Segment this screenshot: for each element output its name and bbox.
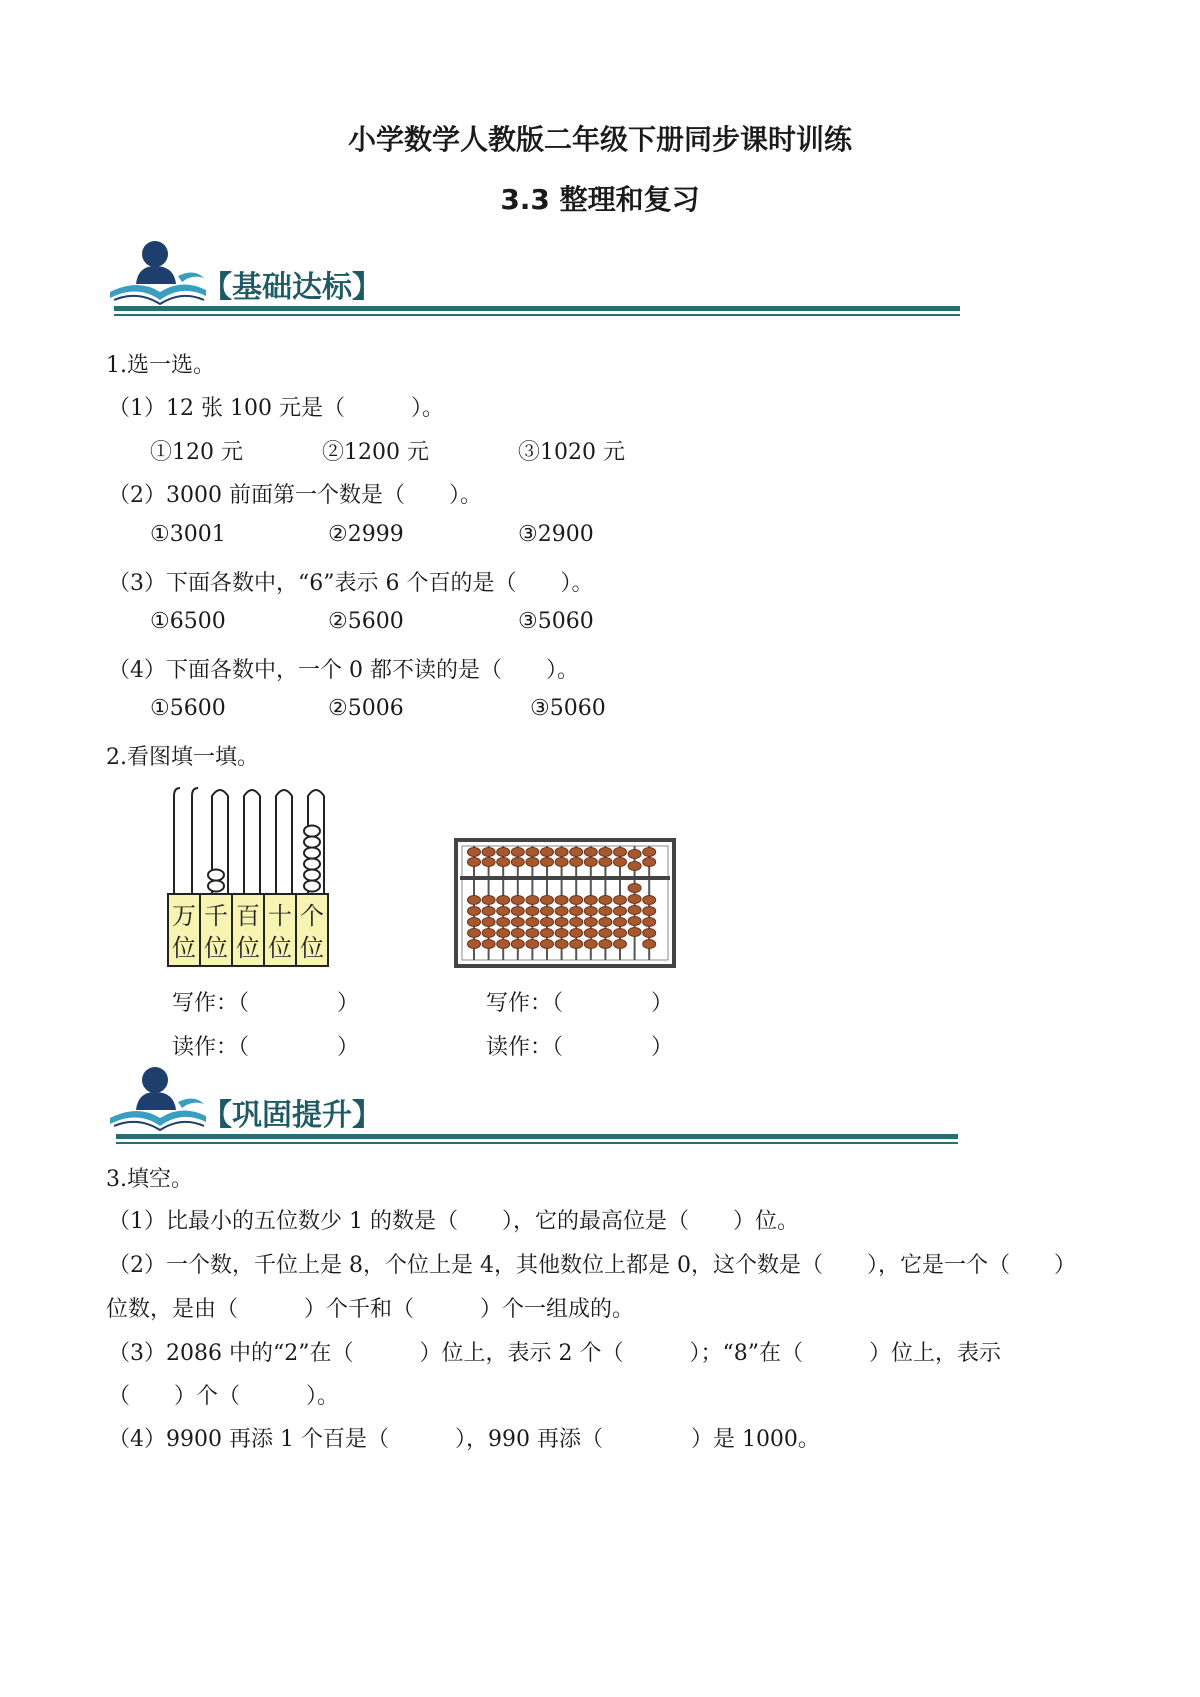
abacus-label: 位	[204, 934, 228, 962]
abacus-bead	[643, 858, 656, 867]
abacus-bead	[555, 896, 568, 905]
abacus-bead	[541, 896, 554, 905]
abacus-bead	[468, 907, 481, 916]
abacus-bead	[570, 848, 583, 857]
option: ③5060	[530, 696, 606, 721]
section-divider	[116, 1142, 958, 1144]
abacus-bead	[643, 848, 656, 857]
abacus-bead	[570, 907, 583, 916]
abacus-bead	[555, 929, 568, 938]
section-divider	[114, 314, 960, 316]
abacus-bead	[570, 940, 583, 949]
abacus-bead	[497, 918, 510, 927]
abacus-bead	[628, 906, 641, 915]
abacus-label: 位	[300, 934, 324, 962]
abacus-bead	[541, 848, 554, 857]
question-2-heading: 2.看图填一填。	[106, 745, 259, 770]
option: ①5600	[150, 696, 226, 721]
abacus-bead	[511, 918, 524, 927]
read-as-field: 读作：（ ）	[486, 1035, 674, 1060]
option: ①6500	[150, 609, 226, 634]
abacus-bead	[628, 917, 641, 926]
abacus-bead	[643, 940, 656, 949]
abacus-bead	[541, 858, 554, 867]
abacus-label: 位	[268, 934, 292, 962]
abacus-bead	[584, 907, 597, 916]
abacus-bead	[526, 918, 539, 927]
question-1-4-stem: （4）下面各数中，一个 0 都不读的是（ ）。	[108, 658, 579, 683]
abacus-bead	[584, 896, 597, 905]
abacus-label: 十	[268, 902, 292, 930]
counting-bead	[304, 881, 320, 892]
reader-book-icon	[108, 1064, 208, 1132]
abacus-bead	[614, 940, 627, 949]
option: ③2900	[518, 522, 594, 547]
abacus-bead	[497, 858, 510, 867]
abacus-bead	[497, 896, 510, 905]
abacus-bead	[541, 940, 554, 949]
abacus-bead	[511, 940, 524, 949]
counting-frame	[166, 782, 332, 970]
question-1-3-stem: （3）下面各数中，“6”表示 6 个百的是（ ）。	[108, 571, 594, 596]
abacus-bead	[599, 918, 612, 927]
abacus-bead	[614, 896, 627, 905]
abacus-bead	[541, 907, 554, 916]
read-as-field: 读作：（ ）	[172, 1035, 360, 1060]
abacus-bead	[497, 940, 510, 949]
abacus-bead	[628, 895, 641, 904]
counting-bead	[304, 848, 320, 859]
abacus-bead	[628, 928, 641, 937]
abacus-bead	[643, 929, 656, 938]
option: ②5600	[328, 609, 404, 634]
abacus-bead	[643, 907, 656, 916]
write-as-field: 写作：（ ）	[486, 991, 674, 1016]
abacus-bead	[599, 858, 612, 867]
abacus-bead	[526, 907, 539, 916]
abacus-bead	[570, 929, 583, 938]
question-3-line: （ ）个（ ）。	[108, 1384, 340, 1409]
abacus-bead	[628, 850, 641, 859]
abacus-bead	[497, 848, 510, 857]
abacus-bead	[614, 918, 627, 927]
option: ③1020 元	[518, 440, 625, 465]
abacus-bead	[570, 918, 583, 927]
abacus-bead	[526, 896, 539, 905]
abacus-bead	[511, 896, 524, 905]
question-1-heading: 1.选一选。	[106, 353, 215, 378]
abacus-bead	[541, 918, 554, 927]
counting-bead	[208, 870, 224, 881]
counting-bead	[304, 859, 320, 870]
abacus-bead	[468, 918, 481, 927]
question-3-line: （3）2086 中的“2”在（ ）位上，表示 2 个（ ）；“8”在（ ）位上，表示	[108, 1341, 1001, 1366]
question-3-line: （2）一个数，千位上是 8，个位上是 4，其他数位上都是 0，这个数是（ ），它是一个（ ）	[108, 1253, 1076, 1278]
option: ②5006	[328, 696, 404, 721]
abacus-label: 万	[172, 902, 196, 930]
abacus-bead	[599, 907, 612, 916]
abacus-bead	[541, 929, 554, 938]
write-as-field: 写作：（ ）	[172, 991, 360, 1016]
abacus-bead	[584, 848, 597, 857]
section-divider	[116, 1134, 958, 1139]
counting-bead	[304, 826, 320, 837]
question-3-line: 位数，是由（ ）个千和（ ）个一组成的。	[106, 1297, 635, 1322]
abacus-bead	[468, 848, 481, 857]
abacus-bead	[526, 848, 539, 857]
abacus-bead	[482, 848, 495, 857]
abacus-label: 百	[236, 902, 260, 930]
abacus-bead	[555, 907, 568, 916]
abacus-bead	[614, 907, 627, 916]
question-1-1-stem: （1）12 张 100 元是（ ）。	[108, 396, 444, 421]
abacus-bead	[468, 858, 481, 867]
abacus-bead	[482, 929, 495, 938]
abacus-label: 个	[300, 902, 324, 930]
section-label-basic: 【基础达标】	[202, 270, 382, 305]
abacus-bead	[570, 858, 583, 867]
section-label-advanced: 【巩固提升】	[202, 1098, 382, 1133]
abacus-bead	[599, 940, 612, 949]
abacus-bead	[555, 918, 568, 927]
page-subtitle: 3.3 整理和复习	[500, 183, 700, 216]
abacus-bead	[482, 907, 495, 916]
abacus-bead	[482, 918, 495, 927]
abacus-bead	[584, 929, 597, 938]
abacus-bead	[555, 940, 568, 949]
abacus-bead	[555, 858, 568, 867]
abacus-bead	[614, 929, 627, 938]
abacus-bead	[511, 848, 524, 857]
suanpan-abacus	[454, 838, 676, 968]
abacus-bead	[584, 858, 597, 867]
abacus-bead	[468, 896, 481, 905]
reader-book-icon	[108, 238, 208, 306]
abacus-bead	[511, 858, 524, 867]
abacus-bead	[511, 907, 524, 916]
section-divider	[114, 306, 960, 311]
question-3-line: （1）比最小的五位数少 1 的数是（ ），它的最高位是（ ）位。	[108, 1209, 799, 1234]
abacus-bead	[511, 929, 524, 938]
abacus-bead	[482, 940, 495, 949]
abacus-bead	[614, 858, 627, 867]
counting-bead	[304, 870, 320, 881]
option: ②2999	[328, 522, 404, 547]
abacus-bead	[497, 907, 510, 916]
option: ①120 元	[150, 440, 243, 465]
page-title: 小学数学人教版二年级下册同步课时训练	[347, 123, 852, 156]
abacus-bead	[482, 858, 495, 867]
abacus-bead	[555, 848, 568, 857]
abacus-bead	[628, 862, 641, 871]
abacus-bead	[526, 940, 539, 949]
abacus-bead	[614, 848, 627, 857]
counting-bead	[208, 881, 224, 892]
abacus-bead	[497, 929, 510, 938]
abacus-bead	[599, 929, 612, 938]
abacus-bead	[628, 884, 641, 893]
abacus-label: 位	[236, 934, 260, 962]
abacus-bead	[526, 929, 539, 938]
abacus-label: 千	[204, 902, 228, 930]
abacus-bead	[584, 918, 597, 927]
abacus-label: 位	[172, 934, 196, 962]
abacus-bead	[468, 929, 481, 938]
abacus-bead	[643, 896, 656, 905]
abacus-bead	[570, 896, 583, 905]
abacus-bead	[584, 940, 597, 949]
abacus-bead	[599, 896, 612, 905]
question-1-2-stem: （2）3000 前面第一个数是（ ）。	[108, 483, 482, 508]
abacus-bead	[599, 848, 612, 857]
question-3-line: （4）9900 再添 1 个百是（ ），990 再添（ ）是 1000。	[108, 1427, 820, 1452]
abacus-bead	[482, 896, 495, 905]
question-3-heading: 3.填空。	[106, 1167, 193, 1192]
option: ②1200 元	[322, 440, 429, 465]
option: ①3001	[150, 522, 226, 547]
option: ③5060	[518, 609, 594, 634]
abacus-bead	[643, 918, 656, 927]
counting-bead	[304, 837, 320, 848]
abacus-bead	[526, 858, 539, 867]
abacus-bead	[468, 940, 481, 949]
